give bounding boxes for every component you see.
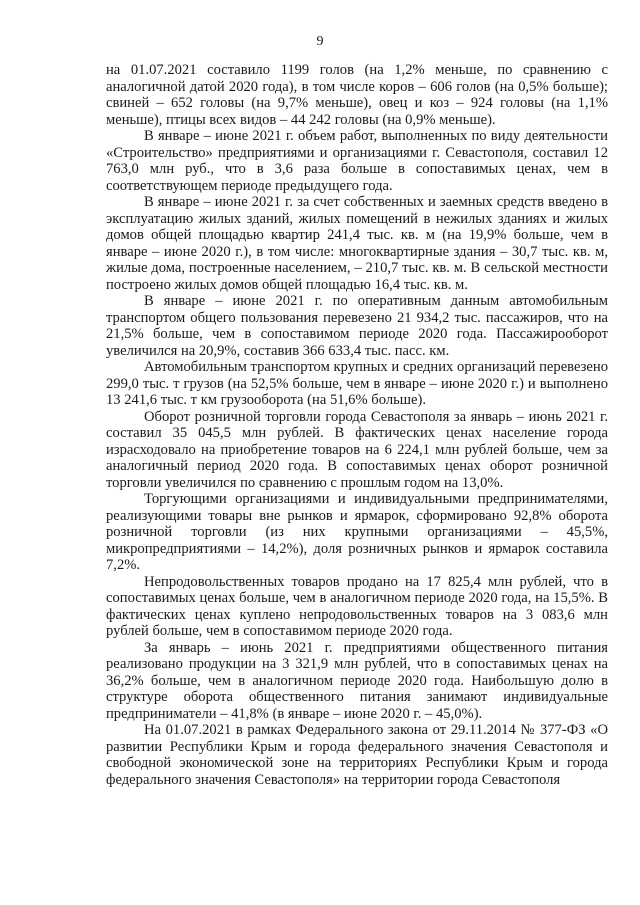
paragraph-retail-turnover: Оборот розничной торговли города Севастополя за январь – июнь 2021 г. составил 35 045,5 млн рублей. В фактических ценах население города израсходовало на приобретение товаров на 6 224,1 млн рублей больше, чем за аналогичный период 2020 года. В сопоставимых ценах оборот розничной торговли увеличился по сравнению с прошлым годом на 13,0%. — [106, 408, 608, 491]
page-number: 9 — [316, 34, 324, 49]
paragraph-catering: За январь – июнь 2021 г. предприятиями общественного питания реализовано продукции на 3 321,9 млн рублей, что в сопоставимых ценах на 36,2% больше, чем в аналогичном периоде 2020 года. Наибольшую долю в структуре оборота общественного питания занимают индивидуальные предприниматели – 41,8% (в январе – июне 2020 г. – 45,0%). — [106, 639, 608, 722]
paragraph-nonfood-goods: Непродовольственных товаров продано на 17 825,4 млн рублей, что в сопоставимых ценах больше, чем в аналогичном периоде 2020 года, на 15,5%. В фактических ценах куплено непродовольственных товаров на 3 083,6 млн рублей больше, чем в сопоставимом периоде 2020 года. — [106, 573, 608, 639]
paragraph-construction: В январе – июне 2021 г. объем работ, выполненных по виду деятельности «Строительство» предприятиями и организациями г. Севастополя, составил 12 763,0 млн руб., что в 3,6 раза больше в сопоставимых ценах, чем в соответствующем периоде предыдущего года. — [106, 128, 608, 194]
paragraph-passenger-transport: В январе – июне 2021 г. по оперативным данным автомобильным транспортом общего пользования перевезено 21 934,2 тыс. пассажиров, что на 21,5% больше, чем в сопоставимом периоде 2020 года. Пассажирооборот увеличился на 20,9%, составив 366 633,4 тыс. пасс. км. — [106, 293, 608, 359]
paragraph-retail-structure: Торгующими организациями и индивидуальными предпринимателями, реализующими товары вне рынков и ярмарок, сформировано 92,8% оборота розничной торговли (из них крупными организациями – 45,5%, микропредприятиями – 14,2%), доля розничных рынков и ярмарок составила 7,2%. — [106, 491, 608, 573]
paragraph-livestock: на 01.07.2021 составило 1199 голов (на 1,2% меньше, по сравнению с аналогичной датой 2020 года), в том числе коров – 606 голов (на 0,5% больше); свиней – 652 головы (на 9,7% меньше), овец и коз – 924 головы (на 1,1% меньше), птицы всех видов – 44 242 головы (на 0,9% меньше). — [106, 62, 608, 128]
paragraph-federal-law: На 01.07.2021 в рамках Федерального закона от 29.11.2014 № 377-ФЗ «О развитии Республики Крым и города федерального значения Севастополя и свободной экономической зоне на территориях Республики Крым и города федерального значения Севастополя» на территории города Севастополя — [106, 722, 608, 788]
document-body — [106, 62, 608, 788]
paragraph-cargo-transport: Автомобильным транспортом крупных и средних организаций перевезено 299,0 тыс. т грузов (на 52,5% больше, чем в январе – июне 2020 г.) и выполнено 13 241,6 тыс. т км грузооборота (на 51,6% больше). — [106, 359, 608, 408]
paragraph-housing: В январе – июне 2021 г. за счет собственных и заемных средств введено в эксплуатацию жилых зданий, жилых помещений в нежилых зданиях и жилых домов общей площадью квартир 241,4 тыс. кв. м (на 19,9% больше, чем в январе – июне 2020 г.), в том числе: многоквартирные здания – 30,7 тыс. кв. м, жилые дома, построенные населением, – 210,7 тыс. кв. м. В сельской местности построено жилых домов общей площадью 16,4 тыс. кв. м. — [106, 194, 608, 293]
